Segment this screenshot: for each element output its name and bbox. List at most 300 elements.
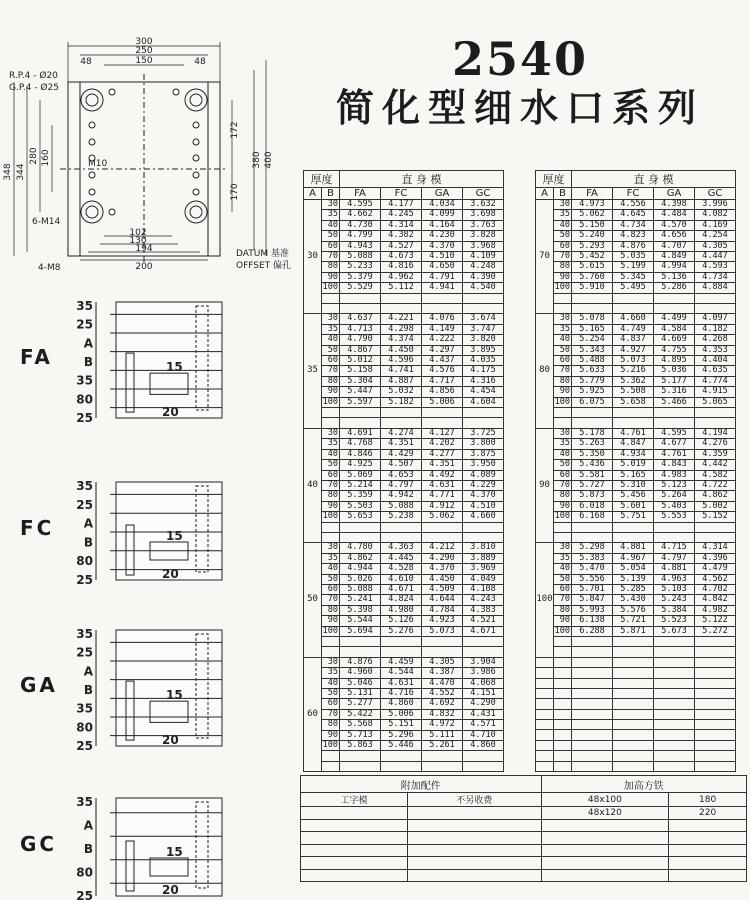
- table-cell: 5.523: [654, 616, 695, 626]
- table-cell: 4.963: [654, 574, 695, 584]
- table-cell: 5.673: [654, 626, 695, 636]
- accessory-row: [301, 807, 747, 820]
- table-cell: 4.637: [340, 314, 381, 324]
- table-row: [304, 262, 504, 272]
- table-cell: 3.986: [463, 668, 504, 678]
- table-cell: 4.749: [613, 324, 654, 334]
- b-value: 90: [322, 387, 340, 397]
- table-cell: 4.876: [613, 241, 654, 251]
- table-cell: 6.075: [572, 397, 613, 407]
- table-cell: 4.370: [422, 564, 463, 574]
- accessories-table: [300, 775, 747, 882]
- thickness-header: 厚度: [304, 171, 340, 188]
- table-row: [536, 428, 736, 438]
- section-dim: A: [83, 664, 93, 679]
- table-cell: 4.595: [654, 428, 695, 438]
- callout-datum: DATUM 基准: [236, 249, 289, 259]
- table-cell: 4.222: [422, 335, 463, 345]
- table-cell: 3.828: [463, 231, 504, 241]
- section-dim: 25: [76, 739, 93, 750]
- table-row: [536, 324, 736, 334]
- table-cell: 3.698: [463, 210, 504, 220]
- section-inner-dim: 15: [166, 845, 183, 859]
- table-cell: 4.175: [463, 366, 504, 376]
- table-cell: 4.454: [463, 387, 504, 397]
- table-cell: 4.127: [422, 428, 463, 438]
- table-cell: 4.540: [463, 283, 504, 293]
- table-cell: 4.570: [654, 220, 695, 230]
- section-inner-dim: 15: [166, 359, 183, 374]
- table-row: [304, 220, 504, 230]
- table-row: [536, 262, 736, 272]
- table-cell: 4.194: [695, 428, 736, 438]
- table-cell: 5.871: [613, 626, 654, 636]
- table-cell: 4.076: [422, 314, 463, 324]
- b-value: 30: [322, 657, 340, 667]
- dim-170: 170: [230, 183, 240, 201]
- b-value: 90: [322, 616, 340, 626]
- table-cell: 4.862: [695, 491, 736, 501]
- table-cell: 4.274: [381, 428, 422, 438]
- table-cell: 4.470: [422, 678, 463, 688]
- table-cell: 5.751: [613, 512, 654, 522]
- table-cell: 5.553: [654, 512, 695, 522]
- mold-header: 直 身 模: [340, 171, 504, 188]
- section-dim: A: [83, 336, 93, 351]
- table-cell: 4.510: [463, 501, 504, 511]
- table-cell: 5.233: [340, 262, 381, 272]
- b-value: 90: [322, 730, 340, 740]
- table-cell: 4.527: [381, 241, 422, 251]
- section-label: GA: [20, 673, 58, 697]
- table-cell: 5.136: [654, 272, 695, 282]
- table-cell: 5.026: [340, 574, 381, 584]
- table-cell: 4.671: [381, 584, 422, 594]
- section-dim: 25: [76, 317, 93, 332]
- table-cell: 4.544: [381, 668, 422, 678]
- b-value: 30: [322, 543, 340, 553]
- table-cell: 5.112: [381, 283, 422, 293]
- table-row: [536, 241, 736, 251]
- table-cell: 4.717: [422, 376, 463, 386]
- table-row: [536, 584, 736, 594]
- b-value: 90: [322, 272, 340, 282]
- section-dim: 25: [76, 889, 93, 900]
- b-value: 30: [554, 428, 572, 438]
- table-cell: 4.843: [654, 460, 695, 470]
- table-row: [304, 210, 504, 220]
- section-dim: A: [83, 818, 93, 833]
- table-row: [536, 605, 736, 615]
- table-cell: 4.860: [463, 741, 504, 751]
- b-value: 30: [322, 200, 340, 210]
- table-cell: 5.151: [381, 720, 422, 730]
- b-value: 100: [322, 625, 338, 636]
- table-cell: 4.316: [463, 376, 504, 386]
- table-row: [536, 543, 736, 553]
- table-cell: 5.873: [572, 491, 613, 501]
- b-value: 50: [554, 345, 572, 355]
- table-cell: 4.867: [340, 345, 381, 355]
- table-cell: 4.374: [381, 335, 422, 345]
- table-cell: 4.305: [695, 241, 736, 251]
- b-value: 35: [554, 553, 572, 563]
- table-cell: 4.768: [340, 439, 381, 449]
- table-cell: 5.615: [572, 262, 613, 272]
- section-inner-dim: 20: [162, 883, 179, 897]
- table-cell: 4.254: [695, 231, 736, 241]
- table-cell: 5.035: [613, 252, 654, 262]
- table-row: [536, 616, 736, 626]
- table-cell: 5.601: [613, 501, 654, 511]
- table-cell: 4.741: [381, 366, 422, 376]
- table-row: [304, 200, 504, 210]
- section-label: FA: [20, 345, 53, 369]
- table-cell: 4.881: [613, 543, 654, 553]
- section-inner-dim: 15: [166, 687, 183, 702]
- table-cell: 4.450: [381, 345, 422, 355]
- callout-m14: 6-M14: [32, 217, 61, 227]
- b-value: 40: [554, 564, 572, 574]
- table-cell: 4.707: [654, 241, 695, 251]
- table-cell: 4.290: [463, 699, 504, 709]
- table-cell: 4.584: [654, 324, 695, 334]
- table-row: [304, 252, 504, 262]
- table-cell: 4.370: [422, 241, 463, 251]
- table-cell: 5.152: [695, 512, 736, 522]
- table-row: [304, 449, 504, 459]
- dim-250: 250: [135, 46, 153, 56]
- table-cell: 5.701: [572, 584, 613, 594]
- table-cell: 5.694: [340, 626, 381, 636]
- spec-table-right: [535, 170, 736, 772]
- table-cell: 4.068: [463, 678, 504, 688]
- a-value: 40: [304, 428, 322, 542]
- table-cell: 5.054: [613, 564, 654, 574]
- table-cell: 4.429: [381, 449, 422, 459]
- table-cell: 4.396: [695, 553, 736, 563]
- table-row: [536, 314, 736, 324]
- table-cell: 5.088: [340, 252, 381, 262]
- col-b-header: B: [322, 188, 340, 200]
- mold-header: 直 身 模: [572, 171, 736, 188]
- table-row: [304, 345, 504, 355]
- table-row: [536, 501, 736, 511]
- table-cell: 4.510: [422, 252, 463, 262]
- table-cell: 4.771: [422, 491, 463, 501]
- table-cell: 4.895: [654, 356, 695, 366]
- accessory-cell: 48x120: [541, 807, 669, 820]
- b-value: 80: [322, 720, 340, 730]
- table-cell: 5.199: [613, 262, 654, 272]
- b-value: 80: [554, 376, 572, 386]
- table-row: [304, 470, 504, 480]
- table-cell: 4.230: [422, 231, 463, 241]
- table-cell: 5.384: [654, 605, 695, 615]
- table-cell: 5.126: [381, 616, 422, 626]
- table-cell: 4.824: [381, 595, 422, 605]
- b-value: 90: [554, 616, 572, 626]
- b-value: 50: [322, 574, 340, 584]
- table-cell: 4.276: [695, 439, 736, 449]
- b-value: 70: [322, 366, 340, 376]
- table-cell: 6.288: [572, 626, 613, 636]
- table-cell: 4.653: [381, 470, 422, 480]
- table-cell: 4.761: [613, 428, 654, 438]
- table-cell: 4.962: [381, 272, 422, 282]
- table-cell: 5.863: [340, 741, 381, 751]
- table-cell: 4.832: [422, 709, 463, 719]
- table-row: [304, 668, 504, 678]
- table-cell: 4.983: [654, 470, 695, 480]
- table-row: [536, 553, 736, 563]
- b-value: 50: [322, 688, 340, 698]
- table-cell: 4.862: [340, 553, 381, 563]
- table-cell: 5.216: [613, 366, 654, 376]
- table-cell: 4.944: [340, 564, 381, 574]
- table-row: [536, 564, 736, 574]
- b-value: 30: [554, 200, 572, 210]
- table-cell: 5.073: [613, 356, 654, 366]
- table-row: [304, 272, 504, 282]
- b-value: 100: [322, 740, 338, 750]
- table-cell: 4.314: [381, 220, 422, 230]
- accessory-cell: [301, 807, 408, 820]
- table-cell: 5.470: [572, 564, 613, 574]
- col-header-ga: GA: [654, 188, 695, 200]
- table-cell: 4.382: [381, 231, 422, 241]
- callout-rp: R.P.4 - Ø20: [9, 71, 58, 81]
- table-cell: 4.149: [422, 324, 463, 334]
- table-cell: 4.221: [381, 314, 422, 324]
- table-row: [536, 366, 736, 376]
- table-row: [304, 512, 504, 522]
- section-inner-dim: 20: [162, 733, 179, 747]
- section-dim: B: [83, 683, 93, 697]
- table-cell: 5.633: [572, 366, 613, 376]
- table-row: [536, 449, 736, 459]
- table-cell: 5.727: [572, 480, 613, 490]
- table-row: [304, 678, 504, 688]
- section-dim: 25: [76, 411, 93, 422]
- table-cell: 5.658: [613, 397, 654, 407]
- table-cell: 4.596: [381, 356, 422, 366]
- table-cell: 5.296: [381, 730, 422, 740]
- table-row: [536, 210, 736, 220]
- table-cell: 3.875: [463, 449, 504, 459]
- section-dim: 80: [76, 554, 93, 569]
- table-cell: 5.078: [572, 314, 613, 324]
- table-cell: 4.797: [654, 553, 695, 563]
- table-cell: 4.177: [381, 200, 422, 210]
- table-cell: 4.351: [422, 460, 463, 470]
- col-header-fc: FC: [381, 188, 422, 200]
- dim-194: 194: [135, 244, 153, 254]
- table-cell: 4.099: [422, 210, 463, 220]
- table-row: [536, 356, 736, 366]
- callout-offset: OFFSET 偏孔: [236, 261, 292, 271]
- a-value: 60: [304, 657, 322, 771]
- b-value: 70: [554, 366, 572, 376]
- table-cell: 4.856: [422, 387, 463, 397]
- table-cell: 4.610: [381, 574, 422, 584]
- b-value: 80: [322, 376, 340, 386]
- b-value: 80: [554, 491, 572, 501]
- table-row: [304, 480, 504, 490]
- table-cell: 5.779: [572, 376, 613, 386]
- table-cell: 4.359: [695, 449, 736, 459]
- b-value: 100: [322, 511, 338, 522]
- section-dim: B: [83, 842, 93, 856]
- dim-280: 280: [29, 147, 39, 165]
- table-row: [536, 470, 736, 480]
- b-value: 80: [554, 605, 572, 615]
- table-cell: 4.715: [654, 543, 695, 553]
- table-cell: 4.650: [422, 262, 463, 272]
- table-cell: 5.568: [340, 720, 381, 730]
- table-cell: 4.942: [381, 491, 422, 501]
- table-cell: 5.150: [572, 220, 613, 230]
- dim-300: 300: [135, 37, 153, 47]
- b-value: 70: [322, 595, 340, 605]
- section-inner-dim: 20: [162, 405, 179, 419]
- table-cell: 4.842: [695, 595, 736, 605]
- table-cell: 5.131: [340, 688, 381, 698]
- dim-348: 348: [3, 163, 13, 181]
- table-cell: 4.277: [422, 449, 463, 459]
- table-cell: 5.158: [340, 366, 381, 376]
- table-row: [304, 366, 504, 376]
- table-cell: 4.912: [422, 501, 463, 511]
- table-cell: 3.800: [463, 439, 504, 449]
- a-value: 100: [536, 543, 554, 657]
- b-value: 35: [322, 668, 340, 678]
- table-cell: 3.747: [463, 324, 504, 334]
- table-cell: 4.164: [422, 220, 463, 230]
- table-cell: 4.297: [422, 345, 463, 355]
- table-cell: 5.847: [572, 595, 613, 605]
- table-cell: 4.761: [654, 449, 695, 459]
- table-cell: 5.123: [654, 480, 695, 490]
- table-cell: 4.691: [340, 428, 381, 438]
- b-value: 35: [322, 210, 340, 220]
- dim-160: 160: [41, 149, 51, 167]
- table-cell: 4.445: [381, 553, 422, 563]
- table-cell: 5.069: [340, 470, 381, 480]
- b-value: 70: [322, 252, 340, 262]
- b-value: 40: [322, 449, 340, 459]
- table-cell: 4.604: [463, 397, 504, 407]
- table-cell: 4.967: [613, 553, 654, 563]
- table-cell: 4.351: [381, 439, 422, 449]
- table-cell: 4.876: [340, 657, 381, 667]
- table-cell: 4.791: [422, 272, 463, 282]
- table-row: [304, 564, 504, 574]
- table-cell: 4.499: [654, 314, 695, 324]
- col-header-gc: GC: [463, 188, 504, 200]
- table-cell: 5.264: [654, 491, 695, 501]
- dim-344: 344: [16, 163, 26, 181]
- table-cell: 4.994: [654, 262, 695, 272]
- table-cell: 4.290: [422, 553, 463, 563]
- table-cell: 5.182: [381, 397, 422, 407]
- table-cell: 5.065: [695, 397, 736, 407]
- callout-m10: M10: [88, 159, 108, 169]
- thickness-header: 厚度: [536, 171, 572, 188]
- table-cell: 4.722: [695, 480, 736, 490]
- plan-view-drawing: [0, 30, 300, 280]
- table-cell: 4.363: [381, 543, 422, 553]
- table-cell: 4.182: [695, 324, 736, 334]
- table-row: [536, 491, 736, 501]
- accessory-cell: 180: [669, 793, 747, 807]
- table-cell: 4.447: [695, 252, 736, 262]
- table-row: [304, 428, 504, 438]
- table-cell: 4.925: [340, 460, 381, 470]
- table-cell: 5.178: [572, 428, 613, 438]
- section-dim: 80: [76, 865, 93, 880]
- dim-130: 130: [129, 236, 147, 246]
- table-cell: 4.035: [463, 356, 504, 366]
- table-row: [304, 616, 504, 626]
- b-value: 40: [322, 220, 340, 230]
- table-cell: 4.245: [381, 210, 422, 220]
- col-header-fc: FC: [613, 188, 654, 200]
- b-value: 90: [322, 501, 340, 511]
- table-cell: 3.895: [463, 345, 504, 355]
- b-value: 60: [322, 470, 340, 480]
- b-value: 100: [322, 282, 338, 293]
- table-cell: 5.993: [572, 605, 613, 615]
- section-dim: 25: [76, 573, 93, 584]
- table-row: [536, 626, 736, 636]
- table-cell: 5.165: [613, 470, 654, 480]
- table-cell: 4.431: [463, 709, 504, 719]
- accessories-header-left: 附加配件: [301, 776, 542, 793]
- table-cell: 4.383: [463, 605, 504, 615]
- table-cell: 3.820: [463, 335, 504, 345]
- b-value: 35: [322, 439, 340, 449]
- table-row: [536, 272, 736, 282]
- table-row: [304, 626, 504, 636]
- table-row: [536, 220, 736, 230]
- table-cell: 5.343: [572, 345, 613, 355]
- b-value: 60: [554, 470, 572, 480]
- table-row: [536, 200, 736, 210]
- table-row: [304, 335, 504, 345]
- b-value: 80: [322, 605, 340, 615]
- table-row: [536, 231, 736, 241]
- table-cell: 4.404: [695, 356, 736, 366]
- table-cell: 4.713: [340, 324, 381, 334]
- table-cell: 5.403: [654, 501, 695, 511]
- table-cell: 5.019: [613, 460, 654, 470]
- table-cell: 4.943: [340, 241, 381, 251]
- table-cell: 5.032: [381, 387, 422, 397]
- table-cell: 4.692: [422, 699, 463, 709]
- b-value: 40: [322, 564, 340, 574]
- table-row: [304, 439, 504, 449]
- section-dim: 35: [76, 373, 93, 388]
- table-cell: 4.479: [695, 564, 736, 574]
- table-cell: 3.889: [463, 553, 504, 563]
- table-cell: 4.849: [654, 252, 695, 262]
- spec-table-left: [303, 170, 504, 772]
- table-cell: 4.816: [381, 262, 422, 272]
- table-cell: 4.212: [422, 543, 463, 553]
- table-row: [304, 356, 504, 366]
- table-cell: 4.450: [422, 574, 463, 584]
